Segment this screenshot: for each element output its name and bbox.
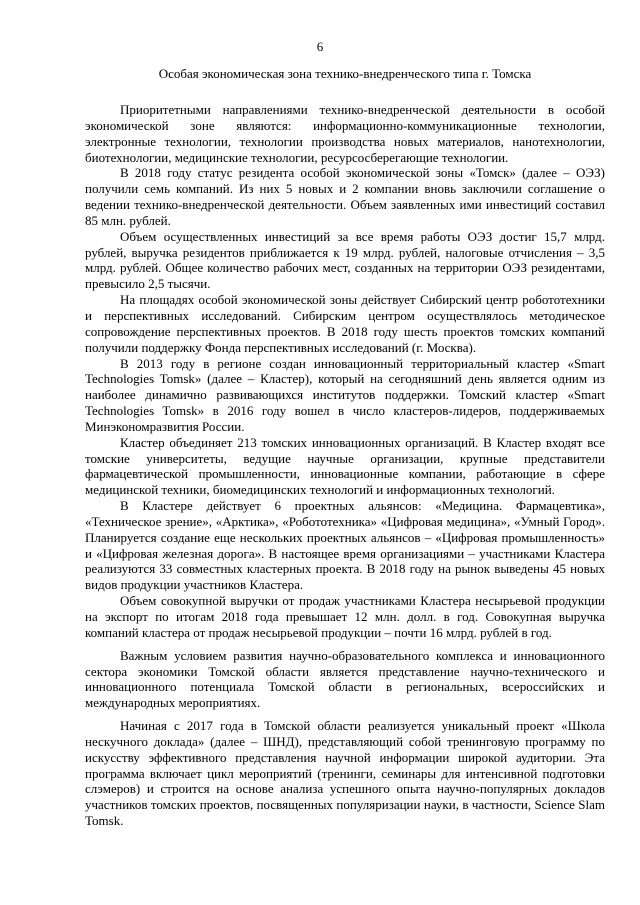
paragraph-residents-2018: В 2018 году статус резидента особой экономической зоны «Томск» (далее – ОЭЗ) получили семь компаний. Из них 5 новых и 2 компании вновь заключили соглашение о ведении технико-внедренческой деятельности. Объем заявленных ими инвестиций составил 85 млн. рублей. (85, 165, 605, 228)
document-title: Особая экономическая зона технико-внедренческого типа г. Томска (158, 66, 532, 81)
document-body (85, 102, 605, 829)
paragraph-cluster-revenue: Объем совокупной выручки от продаж участниками Кластера несырьевой продукции на экспорт по итогам 2018 года превышает 12 млн. долл. в год. Совокупная выручка компаний кластера от продаж несырьевой продукции – почти 16 млрд. рублей в год. (85, 593, 605, 640)
paragraph-school-project: Начиная с 2017 года в Томской области реализуется уникальный проект «Школа нескучного доклада» (далее – ШНД), представляющий собой тренинговую программу по искусству эффективного представления научной информации широкой аудитории. Эта программа включает цикл мероприятий (тренинги, семинары для интенсивной подготовки слэмеров) и строится на основе анализа успешного опыта научно-популярных докладов участников томских проектов, посвященных популяризации науки, в частности, Science Slam Tomsk. (85, 718, 605, 829)
paragraph-investments: Объем осуществленных инвестиций за все время работы ОЭЗ достиг 15,7 млрд. рублей, выручка резидентов приближается к 19 млрд. рублей, налоговые отчисления – 3,5 млрд. рублей. Общее количество рабочих мест, созданных на территории ОЭЗ резидентами, превысило 2,5 тысячи. (85, 228, 605, 292)
paragraph-development-condition: Важным условием развития научно-образовательного комплекса и инновационного сектора экономики Томской области является представление научно-технического и инновационного потенциала Томской области в региональных, всероссийских и международных мероприятиях. (85, 647, 605, 711)
page-number: 6 (316, 39, 324, 54)
paragraph-cluster-members: Кластер объединяет 213 томских инновационных организаций. В Кластер входят все томские университеты, ведущие научные организации, крупные представители фармацевтической промышленности, инновационные компании, работающие в сфере медицинской техники, биомедицинских технологий и информационных технологий. (85, 434, 605, 498)
paragraph-priorities: Приоритетными направлениями технико-внедренческой деятельности в особой экономической зоне являются: информационно-коммуникационные технологии, электронные технологии, технологии производства новых материалов, нанотехнологии, биотехнологии, медицинские технологии, ресурсосберегающие технологии. (85, 102, 605, 165)
paragraph-project-alliances: В Кластере действует 6 проектных альянсов: «Медицина. Фармацевтика», «Техническое зрение», «Арктика», «Робототехника» «Цифровая медицина», «Умный Город». Планируется создание еще нескольких проектных альянсов – «Цифровая промышленность» и «Цифровая железная дорога». В настоящее время организациями – участниками Кластера реализуются 33 совместных кластерных проекта. В 2018 году на рынок выведены 45 новых видов продукции участников Кластера. (85, 498, 605, 593)
paragraph-cluster-created: В 2013 году в регионе создан инновационный территориальный кластер «Smart Technologies Tomsk» (далее – Кластер), который на сегодняшний день является одним из наиболее динамично развивающихся институтов поддержки. Томский кластер «Smart Technologies Tomsk» в 2016 году вошел в число кластеров-лидеров, поддерживаемых Минэкономразвития России. (85, 355, 605, 434)
paragraph-robotics-center: На площадях особой экономической зоны действует Сибирский центр робототехники и перспективных исследований. Сибирским центром осуществлялось методическое сопровождение перспективных проектов. В 2018 году шесть проектов томских компаний получили поддержку Фонда перспективных исследований (г. Москва). (85, 292, 605, 355)
